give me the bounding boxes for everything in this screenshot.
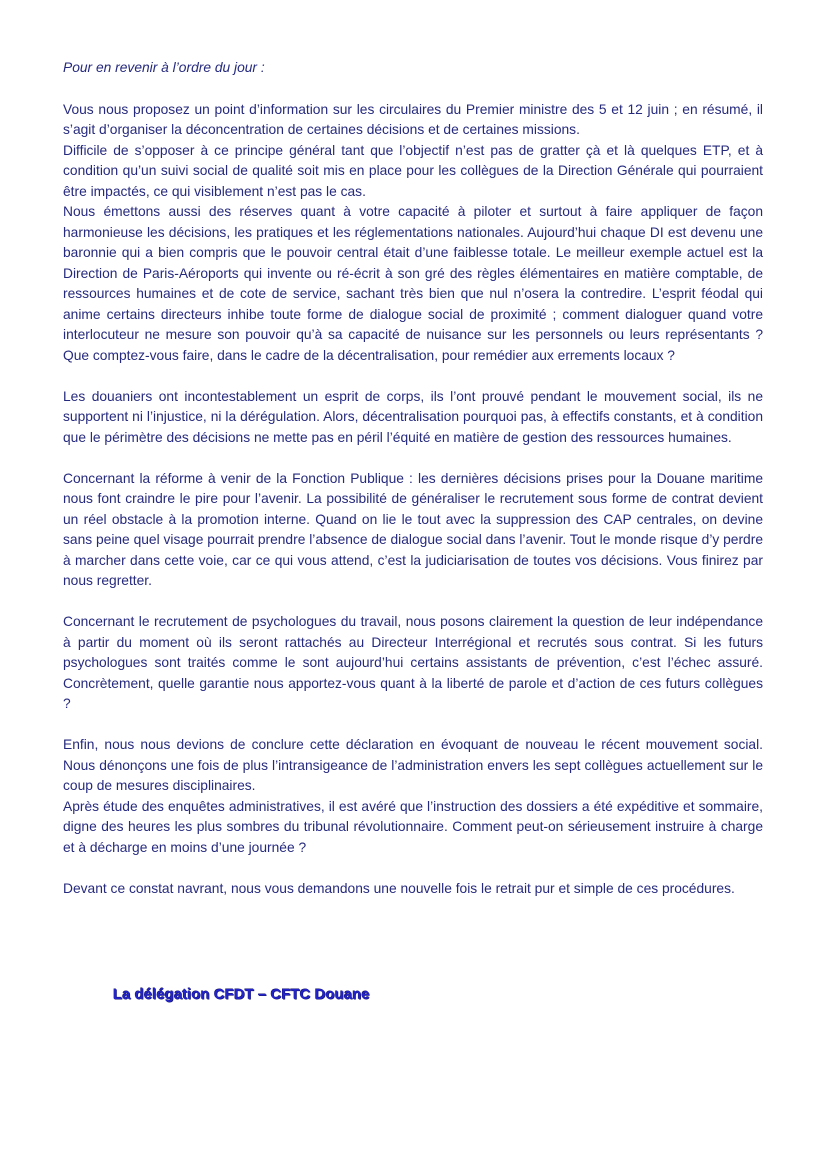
paragraph-block-douaniers [63, 387, 763, 449]
paragraph: Après étude des enquêtes administratives, il est avéré que l’instruction des dossiers a été expéditive et sommaire, digne des heures les plus sombres du tribunal révolutionnaire. Comment peut-on sérieusement instruire à charge et à décharge en moins d’une journée ? [63, 798, 763, 855]
paragraph-block-circulaires [63, 100, 763, 367]
signature-line: La délégation CFDT – CFTC Douane [113, 986, 370, 1003]
document-content [63, 58, 763, 1006]
paragraph-block-conclusion [63, 879, 763, 900]
intro-line: Pour en revenir à l’ordre du jour : [63, 60, 265, 75]
paragraph: Devant ce constat navrant, nous vous demandons une nouvelle fois le retrait pur et simple de ces procédures. [63, 880, 735, 896]
paragraph: Vous nous proposez un point d’information sur les circulaires du Premier ministre des 5 et 12 juin ; en résumé, il s’agit d’organiser la déconcentration de certaines décisions et de certaines missions. [63, 101, 763, 137]
paragraph: Enfin, nous nous devions de conclure cette déclaration en évoquant de nouveau le récent mouvement social. Nous dénonçons une fois de plus l’intransigeance de l’administration envers les sept collègues actuellement sur le coup de mesures disciplinaires. [63, 737, 763, 793]
paragraph-block-mouvement-social [63, 735, 763, 858]
paragraph-block-fonction-publique [63, 469, 763, 592]
paragraph: Concernant la réforme à venir de la Fonction Publique : les dernières décisions prises pour la Douane maritime nous font craindre le pire pour l’avenir. La possibilité de généraliser le recrutement sous forme de contrat devient un réel obstacle à la promotion interne. Quand on lie le tout avec la suppression des CAP centrales, on devine sans peine quel visage pourrait prendre l’absence de dialogue social dans l’avenir. Tout le monde risque d’y perdre à marcher dans cette voie, car ce qui vous attend, c’est la judiciarisation de toutes vos décisions. Vous finirez par nous regretter. [63, 470, 763, 588]
paragraph: Difficile de s’opposer à ce principe général tant que l’objectif n’est pas de gratter çà et là quelques ETP, et à condition qu’un suivi social de qualité soit mis en place pour les collègues de la Direction Générale qui pourraient être impactés, ce qui visiblement n’est pas le cas. [63, 142, 763, 199]
paragraph: Concernant le recrutement de psychologues du travail, nous posons clairement la question de leur indépendance à partir du moment où ils seront rattachés au Directeur Interrégional et recrutés sous contrat. Si les futurs psychologues sont traités comme le sont aujourd’hui certains assistants de prévention, c’est l’échec assuré. Concrètement, quelle garantie nous apportez-vous quant à la liberté de parole et d’action de ces futurs collègues ? [63, 614, 763, 711]
paragraph-block-psychologues [63, 612, 763, 715]
paragraph: Les douaniers ont incontestablement un esprit de corps, ils l’ont prouvé pendant le mouvement social, ils ne supportent ni l’injustice, ni la dérégulation. Alors, décentralisation pourquoi pas, à effectifs constants, et à condition que le périmètre des décisions ne mette pas en péril l’équité en matière de gestion des ressources humaines. [63, 388, 763, 445]
paragraph: Nous émettons aussi des réserves quant à votre capacité à piloter et surtout à faire appliquer de façon harmonieuse les décisions, les pratiques et les réglementations nationales. Aujourd’hui chaque DI est devenu une baronnie qui a bien compris que le pouvoir central était d’une faiblesse totale. Le meilleur exemple actuel est la Direction de Paris-Aéroports qui invente ou ré-écrit à son gré des règles élémentaires en matière comptable, de ressources humaines et de cote de service, sachant très bien que nul n’osera la contredire. L’esprit féodal qui anime certains directeurs inhibe toute forme de dialogue social de proximité ; comment dialoguer quand votre interlocuteur ne mesure son pouvoir qu’à sa capacité de nuisance sur les personnels ou leurs représentants ? Que comptez-vous faire, dans le cadre de la décentralisation, pour remédier aux errements locaux ? [63, 204, 763, 363]
